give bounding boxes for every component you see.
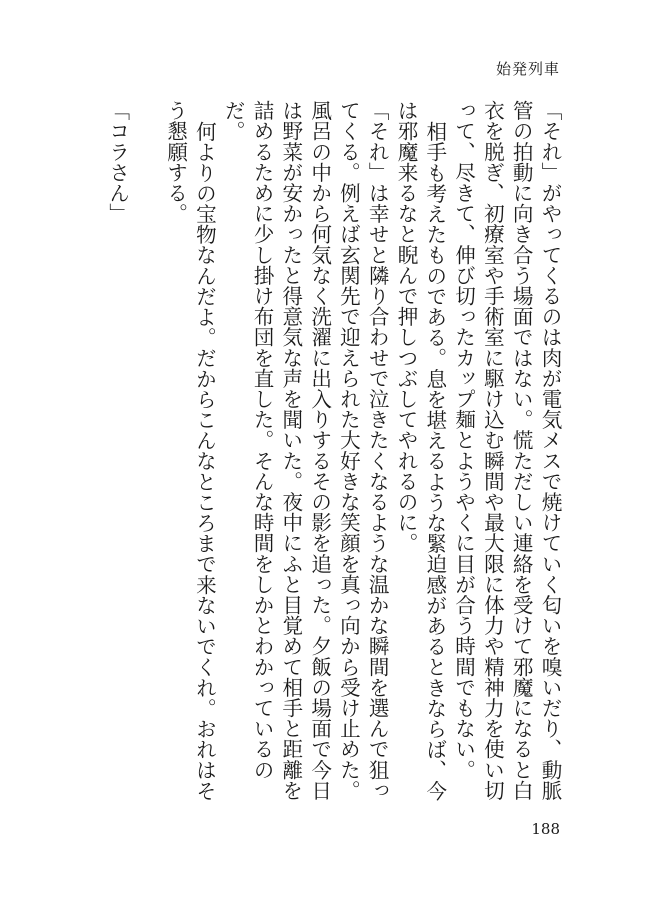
running-header-title: 始発列車: [495, 60, 560, 78]
paragraph-1: 「それ」がやってくるのは肉が電気メスで焼けていく匂いを嗅いだり、動脈管の拍動に向き合う場面ではない。慌ただしい連絡を受けて邪魔になると白衣を脱ぎ、初療室や手術室に駆け込む瞬間や最大限に体力や精神力を使い切って、尽きて、伸び切ったカップ麺とようやくに目が合う時間でもない。: [451, 100, 562, 801]
page-number: 188: [531, 820, 560, 838]
paragraph-3: 「それ」は幸せと隣り合わせで泣きたくなるような温かな瞬間を選んで狙ってくる。例えば玄関先で迎えられた大好きな笑顔を真っ向から受け止めた。風呂の中から何気なく洗濯に出入りするその影を追った。夕飯の場面で今日は野菜が安かったと得意気な声を聞いた。夜中にふと目覚めて相手と距離を詰めるために少し掛け布団を直した。そんな時間をしかとわかっているのだ。: [221, 100, 390, 801]
paragraph-4: 何よりの宝物なんだよ。だからこんなところまで来ないでくれ。おれはそう懇願する。: [163, 100, 217, 801]
paragraph-2: 相手も考えたものである。息を堪えるような緊迫感があるときならば、今は邪魔来るなと睨んで押しつぶしてやれるのに。: [394, 100, 447, 801]
paragraph-5: 「コラさん」: [105, 100, 130, 224]
body-text: [84, 100, 564, 820]
